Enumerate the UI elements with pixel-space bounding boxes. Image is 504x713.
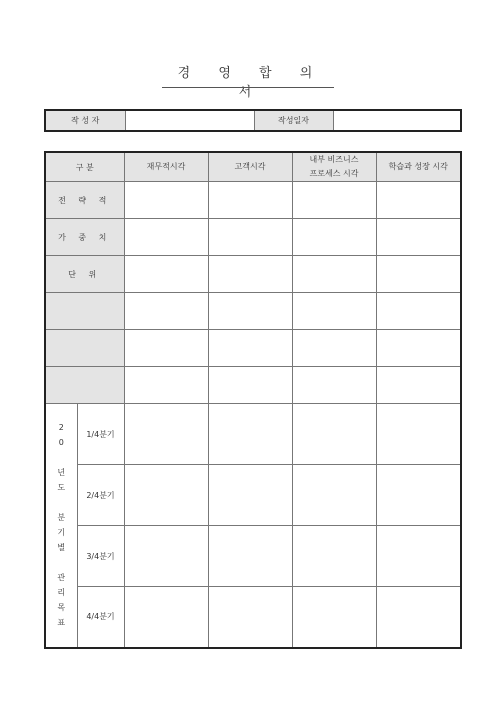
year-label-char: 도 (57, 483, 66, 493)
year-label-char: 리 (57, 588, 66, 598)
grid-cell[interactable] (292, 526, 376, 587)
grid-cell[interactable] (208, 465, 292, 526)
date-field[interactable] (333, 110, 461, 131)
grid-cell[interactable] (292, 367, 376, 404)
grid-cell[interactable] (376, 587, 461, 648)
grid-cell[interactable] (208, 526, 292, 587)
author-field[interactable] (125, 110, 254, 131)
row-label (45, 367, 124, 404)
quarter-label: 4/4분기 (77, 587, 124, 648)
title-underline (162, 87, 334, 88)
grid-cell[interactable] (292, 182, 376, 219)
year-label-char (46, 555, 77, 570)
row-label: 가 중 치 (45, 219, 124, 256)
grid-cell[interactable] (124, 526, 208, 587)
quarter-label: 1/4분기 (77, 404, 124, 465)
year-label-char: 별 (57, 543, 66, 553)
grid-cell[interactable] (376, 404, 461, 465)
grid-cell[interactable] (292, 404, 376, 465)
grid-cell[interactable] (208, 367, 292, 404)
column-header: 학습과 성장 시각 (376, 152, 461, 182)
year-label-char: 관 (57, 573, 66, 583)
date-label: 작성일자 (254, 110, 333, 131)
grid-cell[interactable] (124, 293, 208, 330)
year-label-char: 표 (57, 618, 66, 628)
grid-cell[interactable] (124, 465, 208, 526)
grid-cell[interactable] (124, 219, 208, 256)
grid-cell[interactable] (292, 330, 376, 367)
quarter-label: 3/4분기 (77, 526, 124, 587)
grid-cell[interactable] (376, 219, 461, 256)
year-label-char: 0 (58, 438, 64, 448)
grid-cell[interactable] (124, 182, 208, 219)
corner-label: 구 분 (45, 152, 124, 182)
grid-cell[interactable] (292, 465, 376, 526)
year-label-char: 기 (57, 528, 66, 538)
grid-cell[interactable] (292, 219, 376, 256)
grid-cell[interactable] (208, 182, 292, 219)
grid-cell[interactable] (208, 293, 292, 330)
document-title: 경 영 합 의 서 (177, 66, 325, 100)
grid-cell[interactable] (208, 587, 292, 648)
column-header: 내부 비즈니스 프로세스 시각 (292, 152, 376, 182)
row-label: 전 략 적 (45, 182, 124, 219)
grid-cell[interactable] (376, 330, 461, 367)
year-label-char (46, 495, 77, 510)
grid-cell[interactable] (376, 293, 461, 330)
grid-cell[interactable] (208, 404, 292, 465)
year-label-char: 2 (58, 423, 64, 433)
grid-cell[interactable] (124, 367, 208, 404)
author-label: 작 성 자 (45, 110, 125, 131)
grid-cell[interactable] (208, 256, 292, 293)
grid-cell[interactable] (208, 330, 292, 367)
year-label-char (46, 450, 77, 465)
author-info-table (44, 109, 462, 132)
grid-cell[interactable] (376, 526, 461, 587)
row-label (45, 330, 124, 367)
management-agreement-grid (44, 151, 462, 649)
year-label-char: 년 (57, 468, 66, 478)
row-label (45, 293, 124, 330)
column-header: 고객시각 (208, 152, 292, 182)
grid-cell[interactable] (124, 587, 208, 648)
year-quarterly-target-label (45, 404, 77, 648)
column-header: 재무적시각 (124, 152, 208, 182)
grid-cell[interactable] (376, 465, 461, 526)
grid-cell[interactable] (376, 367, 461, 404)
grid-cell[interactable] (292, 587, 376, 648)
year-label-char: 목 (57, 603, 66, 613)
grid-cell[interactable] (292, 256, 376, 293)
grid-cell[interactable] (376, 256, 461, 293)
grid-cell[interactable] (208, 219, 292, 256)
grid-cell[interactable] (124, 330, 208, 367)
year-label-char: 분 (57, 513, 66, 523)
quarter-label: 2/4분기 (77, 465, 124, 526)
row-label: 단 위 (45, 256, 124, 293)
grid-cell[interactable] (124, 256, 208, 293)
grid-cell[interactable] (376, 182, 461, 219)
grid-cell[interactable] (124, 404, 208, 465)
grid-cell[interactable] (292, 293, 376, 330)
